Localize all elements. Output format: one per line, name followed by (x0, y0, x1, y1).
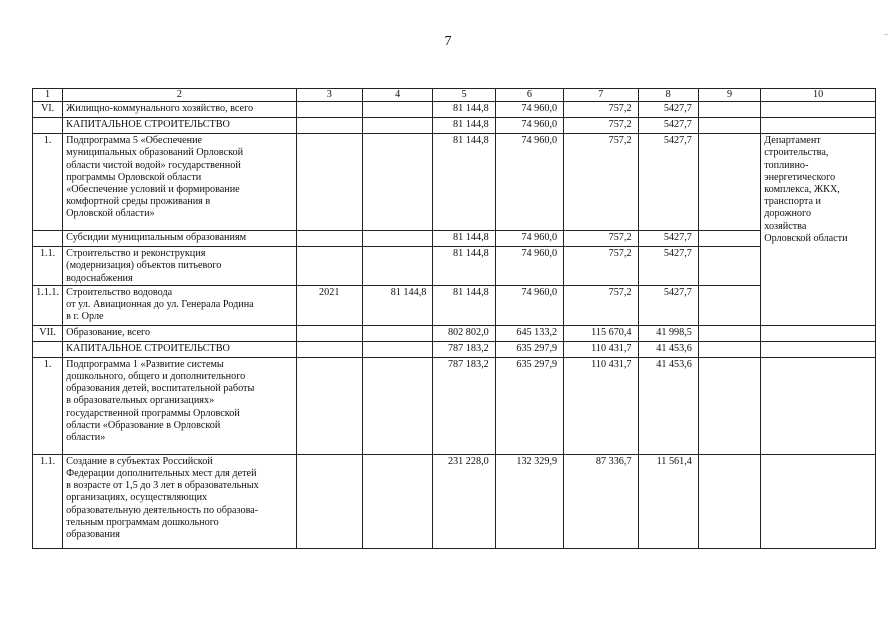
header-cell: 6 (495, 89, 563, 102)
cost-cell (362, 357, 432, 454)
year-cell (296, 341, 362, 357)
local-cell: 11 561,4 (638, 454, 698, 548)
row-description: Субсидии муниципальным образованиям (63, 231, 296, 247)
year-cell (296, 102, 362, 118)
cost-cell: 81 144,8 (362, 285, 432, 325)
row-number: VI. (33, 102, 63, 118)
table-row (33, 454, 876, 548)
col10-cell (761, 341, 876, 357)
table-row (33, 285, 876, 325)
row-number: 1.1. (33, 454, 63, 548)
total-cell: 81 144,8 (433, 231, 495, 247)
federal-cell: 635 297,9 (495, 341, 563, 357)
row-description: Создание в субъектах Российской Федерации дополнительных мест для детей в возрасте от 1,5 до 3 лет в образовательных организациях, осуществляющих образовательную деятельность по образова- тельным программам дошкольного образования (63, 454, 296, 548)
regional-cell: 115 670,4 (564, 325, 638, 341)
table-row (33, 357, 876, 454)
col9-cell (698, 454, 760, 548)
row-description: Строительство и реконструкция (модернизация) объектов питьевого водоснабжения (63, 247, 296, 286)
row-description: Жилищно-коммунального хозяйство, всего (63, 102, 296, 118)
table-row (33, 247, 876, 286)
table-row (33, 341, 876, 357)
total-cell: 231 228,0 (433, 454, 495, 548)
year-cell (296, 247, 362, 286)
total-cell: 81 144,8 (433, 102, 495, 118)
row-number: 1. (33, 357, 63, 454)
federal-cell: 132 329,9 (495, 454, 563, 548)
federal-cell: 645 133,2 (495, 325, 563, 341)
row-description: Подпрограмма 1 «Развитие системы дошкольного, общего и дополнительного образования детей, воспитательной работы в образовательных организациях» государственной программы Орловской области «Образование в Орловской области» (63, 357, 296, 454)
regional-cell: 757,2 (564, 231, 638, 247)
total-cell: 787 183,2 (433, 357, 495, 454)
federal-cell: 635 297,9 (495, 357, 563, 454)
local-cell: 5427,7 (638, 102, 698, 118)
row-number: VII. (33, 325, 63, 341)
regional-cell: 757,2 (564, 134, 638, 231)
federal-cell: 74 960,0 (495, 231, 563, 247)
total-cell: 81 144,8 (433, 118, 495, 134)
header-cell: 2 (63, 89, 296, 102)
regional-cell: 757,2 (564, 285, 638, 325)
regional-cell: 757,2 (564, 102, 638, 118)
row-number (33, 341, 63, 357)
table-row (33, 102, 876, 118)
cost-cell (362, 341, 432, 357)
table-row (33, 118, 876, 134)
local-cell: 41 453,6 (638, 341, 698, 357)
regional-cell: 110 431,7 (564, 341, 638, 357)
local-cell: 5427,7 (638, 118, 698, 134)
cost-cell (362, 134, 432, 231)
federal-cell: 74 960,0 (495, 102, 563, 118)
header-cell: 4 (362, 89, 432, 102)
federal-cell: 74 960,0 (495, 134, 563, 231)
col9-cell (698, 357, 760, 454)
cost-cell (362, 118, 432, 134)
regional-cell: 110 431,7 (564, 357, 638, 454)
col9-cell (698, 325, 760, 341)
col9-cell (698, 341, 760, 357)
page-number: 7 (444, 34, 452, 49)
federal-cell: 74 960,0 (495, 118, 563, 134)
row-number: 1. (33, 134, 63, 231)
corner-mark: .. (884, 28, 888, 37)
row-description: Строительство водовода от ул. Авиационная до ул. Генерала Родина в г. Орле (63, 285, 296, 325)
local-cell: 5427,7 (638, 285, 698, 325)
cost-cell (362, 102, 432, 118)
regional-cell: 757,2 (564, 118, 638, 134)
col9-cell (698, 247, 760, 286)
cost-cell (362, 247, 432, 286)
row-description: Подпрограмма 5 «Обеспечение муниципальных образований Орловской области чистой водой» государственной программы Орловской области «Обеспечение условий и формирование комфортной среды проживания в Орловской области» (63, 134, 296, 231)
table-row (33, 231, 876, 247)
table-row (33, 134, 876, 231)
budget-table (32, 88, 876, 549)
total-cell: 81 144,8 (433, 247, 495, 286)
header-cell: 10 (761, 89, 876, 102)
year-cell (296, 454, 362, 548)
local-cell: 5427,7 (638, 231, 698, 247)
cost-cell (362, 454, 432, 548)
header-cell: 8 (638, 89, 698, 102)
local-cell: 5427,7 (638, 247, 698, 286)
col9-cell (698, 118, 760, 134)
federal-cell: 74 960,0 (495, 285, 563, 325)
local-cell: 41 998,5 (638, 325, 698, 341)
year-cell (296, 134, 362, 231)
department-cell: Департамент строительства, топливно- энергетического комплекса, ЖКХ, транспорта и дорожного хозяйства Орловской области (761, 134, 876, 326)
col9-cell (698, 102, 760, 118)
col10-cell (761, 325, 876, 341)
row-number: 1.1. (33, 247, 63, 286)
table-row (33, 325, 876, 341)
year-cell (296, 325, 362, 341)
row-description: КАПИТАЛЬНОЕ СТРОИТЕЛЬСТВО (63, 341, 296, 357)
col9-cell (698, 285, 760, 325)
header-cell: 1 (33, 89, 63, 102)
total-cell: 81 144,8 (433, 134, 495, 231)
local-cell: 5427,7 (638, 134, 698, 231)
cost-cell (362, 231, 432, 247)
total-cell: 81 144,8 (433, 285, 495, 325)
year-cell: 2021 (296, 285, 362, 325)
row-number (33, 118, 63, 134)
federal-cell: 74 960,0 (495, 247, 563, 286)
col10-cell (761, 454, 876, 548)
row-number: 1.1.1. (33, 285, 63, 325)
local-cell: 41 453,6 (638, 357, 698, 454)
regional-cell: 757,2 (564, 247, 638, 286)
total-cell: 802 802,0 (433, 325, 495, 341)
header-cell: 9 (698, 89, 760, 102)
row-number (33, 231, 63, 247)
row-description: Образование, всего (63, 325, 296, 341)
total-cell: 787 183,2 (433, 341, 495, 357)
col9-cell (698, 231, 760, 247)
year-cell (296, 231, 362, 247)
header-cell: 3 (296, 89, 362, 102)
header-cell: 7 (564, 89, 638, 102)
year-cell (296, 357, 362, 454)
cost-cell (362, 325, 432, 341)
header-row (33, 89, 876, 102)
row-description: КАПИТАЛЬНОЕ СТРОИТЕЛЬСТВО (63, 118, 296, 134)
col10-cell (761, 102, 876, 118)
year-cell (296, 118, 362, 134)
col9-cell (698, 134, 760, 231)
col10-cell (761, 118, 876, 134)
header-cell: 5 (433, 89, 495, 102)
col10-cell (761, 357, 876, 454)
regional-cell: 87 336,7 (564, 454, 638, 548)
